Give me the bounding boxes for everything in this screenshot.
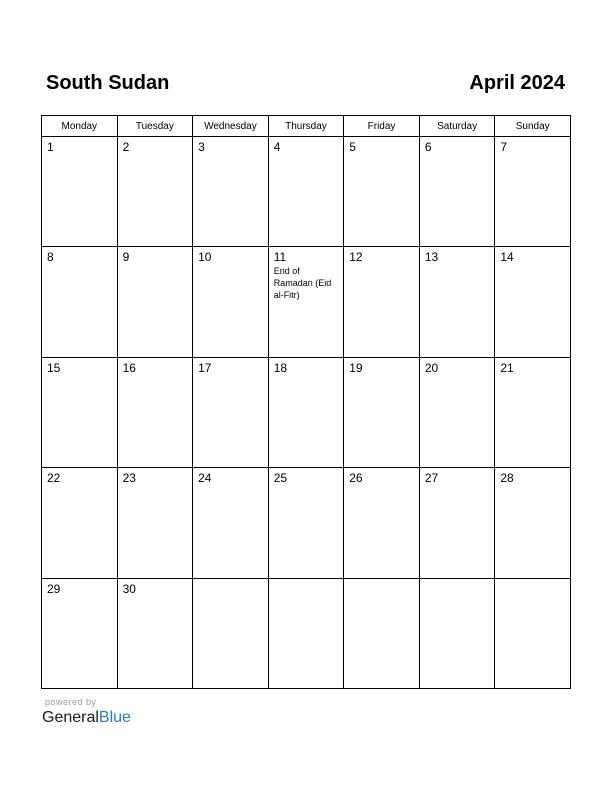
day-cell bbox=[419, 247, 495, 357]
day-cell bbox=[268, 137, 344, 247]
powered-by-label: powered by bbox=[45, 697, 97, 707]
day-cell bbox=[268, 578, 344, 688]
weekday-thursday: Thursday bbox=[268, 116, 344, 137]
day-number: 9 bbox=[122, 250, 130, 265]
day-cell bbox=[495, 468, 571, 578]
day-number: 10 bbox=[198, 250, 212, 265]
calendar-grid bbox=[41, 115, 571, 689]
day-number: 19 bbox=[349, 360, 363, 375]
holiday-event: End of Ramadan (Eid al-Fitr) bbox=[273, 266, 332, 301]
day-cell bbox=[344, 137, 420, 247]
day-number: 23 bbox=[122, 471, 136, 486]
day-number: 28 bbox=[500, 471, 514, 486]
day-number: 15 bbox=[47, 360, 61, 375]
day-number: 1 bbox=[47, 140, 54, 154]
day-cell bbox=[495, 247, 571, 357]
weekday-saturday: Saturday bbox=[419, 116, 495, 137]
brand-blue-text: Blue bbox=[98, 709, 131, 726]
day-number: 13 bbox=[424, 250, 439, 265]
day-cell bbox=[268, 468, 344, 578]
day-number: 21 bbox=[500, 360, 514, 375]
day-cell bbox=[42, 357, 118, 467]
day-cell bbox=[419, 137, 495, 247]
day-cell bbox=[42, 137, 118, 247]
day-cell bbox=[193, 468, 269, 578]
day-number: 16 bbox=[122, 360, 136, 375]
week-row bbox=[42, 357, 571, 467]
day-number: 20 bbox=[424, 360, 439, 375]
day-cell bbox=[42, 468, 118, 578]
day-number: 25 bbox=[273, 471, 288, 486]
day-number: 11 bbox=[273, 250, 287, 265]
day-cell bbox=[344, 468, 420, 578]
day-cell bbox=[117, 357, 193, 467]
day-cell bbox=[268, 357, 344, 467]
month-year-title: April 2024 bbox=[469, 72, 565, 94]
day-number: 30 bbox=[122, 581, 136, 596]
day-number: 22 bbox=[47, 471, 61, 486]
day-cell bbox=[117, 137, 193, 247]
day-number: 14 bbox=[500, 250, 514, 265]
day-cell bbox=[344, 578, 420, 688]
day-cell bbox=[495, 578, 571, 688]
day-cell bbox=[193, 357, 269, 467]
day-number: 2 bbox=[122, 140, 130, 154]
day-number: 27 bbox=[424, 471, 439, 486]
weekday-friday: Friday bbox=[344, 116, 420, 137]
weekday-tuesday: Tuesday bbox=[117, 116, 193, 137]
week-row bbox=[42, 247, 571, 357]
day-cell bbox=[117, 578, 193, 688]
day-number: 6 bbox=[424, 140, 432, 154]
week-row bbox=[42, 137, 571, 247]
day-number: 26 bbox=[349, 471, 363, 486]
generalblue-logo bbox=[42, 709, 131, 727]
day-cell bbox=[419, 578, 495, 688]
day-cell bbox=[42, 578, 118, 688]
day-cell bbox=[117, 247, 193, 357]
country-title: South Sudan bbox=[46, 72, 170, 94]
day-cell bbox=[495, 357, 571, 467]
weekday-header-row bbox=[42, 116, 571, 137]
day-cell bbox=[42, 247, 118, 357]
day-number: 29 bbox=[47, 581, 61, 596]
day-number: 3 bbox=[198, 140, 205, 154]
brand-general-text: General bbox=[42, 709, 99, 726]
weekday-monday: Monday bbox=[42, 116, 118, 137]
day-cell bbox=[495, 137, 571, 247]
day-number: 24 bbox=[198, 471, 212, 486]
day-number: 18 bbox=[273, 360, 288, 375]
day-number: 8 bbox=[47, 250, 54, 265]
day-cell bbox=[419, 357, 495, 467]
day-cell bbox=[419, 468, 495, 578]
day-cell bbox=[268, 247, 344, 357]
day-number: 17 bbox=[198, 360, 212, 375]
day-number: 7 bbox=[500, 140, 508, 154]
day-cell bbox=[344, 247, 420, 357]
day-number: 5 bbox=[349, 140, 356, 154]
day-cell bbox=[117, 468, 193, 578]
weekday-wednesday: Wednesday bbox=[193, 116, 269, 137]
day-cell bbox=[193, 578, 269, 688]
day-cell bbox=[193, 137, 269, 247]
day-cell bbox=[344, 357, 420, 467]
day-number: 4 bbox=[273, 140, 281, 154]
week-row bbox=[42, 468, 571, 578]
day-number: 12 bbox=[349, 250, 363, 265]
day-cell bbox=[193, 247, 269, 357]
week-row bbox=[42, 578, 571, 688]
weekday-sunday: Sunday bbox=[495, 116, 571, 137]
